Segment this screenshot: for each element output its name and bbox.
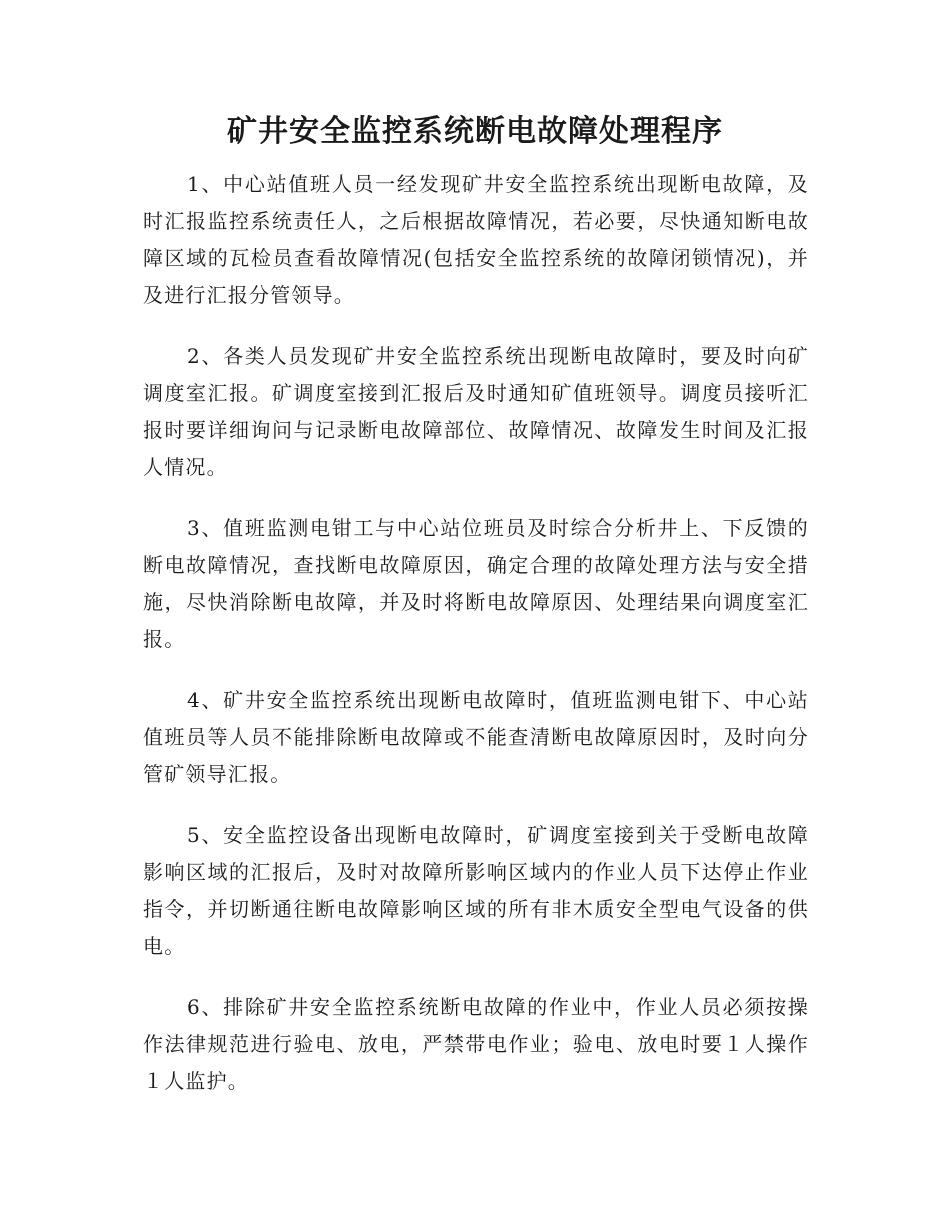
paragraph-2: 2、各类人员发现矿井安全监控系统出现断电故障时，要及时向矿调度室汇报。矿调度室接到汇报后及时通知矿值班领导。调度员接听汇报时要详细询问与记录断电故障部位、故障情况、故障发生时间及汇报人情况。 [143, 344, 809, 479]
document-title: 矿井安全监控系统断电故障处理程序 [227, 114, 723, 149]
paragraph-4: 4、矿井安全监控系统出现断电故障时，值班监测电钳下、中心站值班员等人员不能排除断电故障或不能查清断电故障原因时，及时向分管矿领导汇报。 [143, 688, 809, 786]
paragraph-1: 1、中心站值班人员一经发现矿井安全监控系统出现断电故障，及时汇报监控系统责任人，之后根据故障情况，若必要，尽快通知断电故障区域的瓦检员查看故障情况(包括安全监控系统的故障闭锁情况)，并及进行汇报分管领导。 [143, 172, 809, 307]
paragraph-6: 6、排除矿井安全监控系统断电故障的作业中，作业人员必须按操作法律规范进行验电、放电，严禁带电作业；验电、放电时要１人操作１人监护。 [143, 995, 809, 1093]
document-body [143, 166, 809, 1124]
paragraph-3: 3、值班监测电钳工与中心站位班员及时综合分析井上、下反馈的断电故障情况，查找断电故障原因，确定合理的故障处理方法与安全措施，尽快消除断电故障，并及时将断电故障原因、处理结果向调度室汇报。 [143, 516, 809, 651]
paragraph-5: 5、安全监控设备出现断电故障时，矿调度室接到关于受断电故障影响区域的汇报后，及时对故障所影响区域内的作业人员下达停止作业指令，并切断通往断电故障影响区域的所有非木质安全型电气设备的供电。 [143, 823, 809, 958]
